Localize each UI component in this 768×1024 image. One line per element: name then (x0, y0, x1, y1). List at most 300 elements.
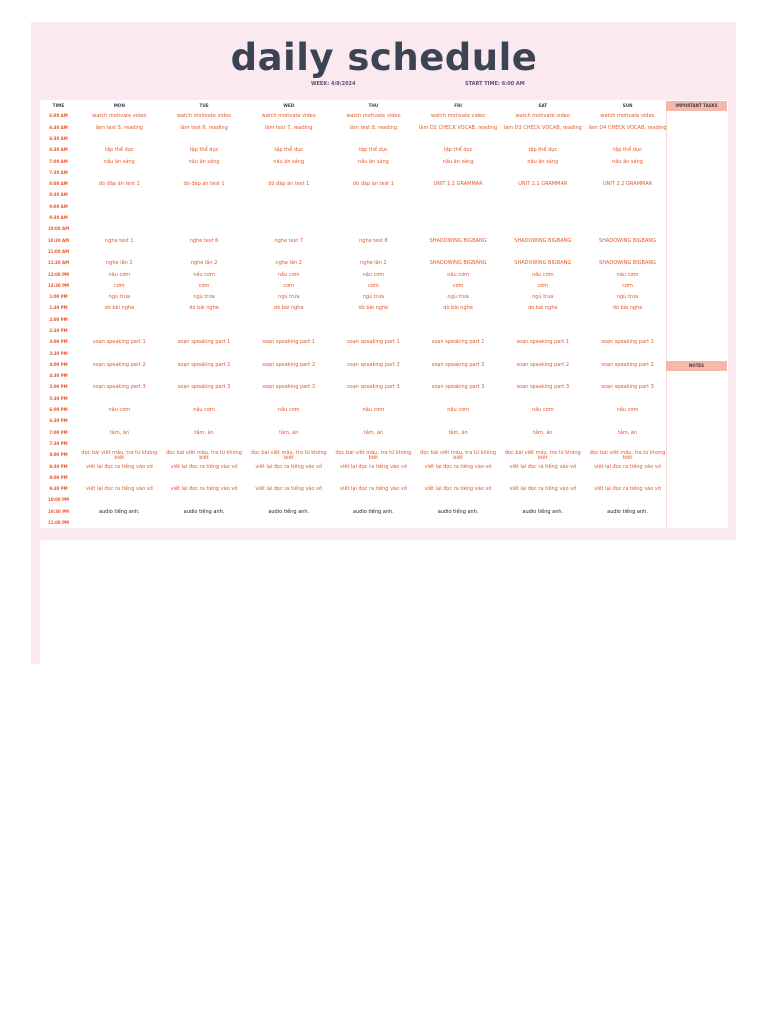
schedule-cell[interactable] (331, 348, 416, 359)
schedule-cell[interactable] (416, 495, 501, 506)
schedule-cell[interactable]: watch motivate video (515, 113, 570, 120)
column-header-fri: FRI (416, 100, 501, 111)
page-title: daily schedule (230, 36, 538, 79)
table-row (40, 247, 670, 258)
schedule-cell[interactable] (331, 167, 416, 178)
start-time-field (465, 81, 525, 87)
schedule-cell[interactable] (246, 224, 331, 235)
schedule-cell[interactable]: cơm (114, 282, 125, 289)
schedule-cell[interactable]: soạn speaking part 3 (93, 384, 146, 391)
schedule-cell[interactable]: nấu ăn sáng (273, 158, 305, 165)
schedule-cell[interactable]: soạn speaking part 1 (347, 339, 400, 346)
schedule-cell[interactable]: nghe test 1 (105, 237, 134, 244)
schedule-cell[interactable] (162, 348, 247, 359)
schedule-cell[interactable] (500, 473, 585, 484)
schedule-cell[interactable] (585, 518, 670, 529)
schedule-cell[interactable] (500, 348, 585, 359)
time-cell: 3:30 PM (49, 350, 68, 356)
schedule-cell[interactable] (500, 439, 585, 450)
schedule-cell[interactable]: làm test 8, reading (349, 124, 398, 131)
schedule-cell[interactable]: cơm (622, 282, 633, 289)
schedule-cell[interactable]: viết lại đọc ra tiếng vào vở (594, 463, 661, 470)
time-cell: 4:00 PM (49, 361, 68, 367)
table-row (40, 439, 670, 450)
schedule-cell[interactable]: soạn speaking part 2 (177, 361, 231, 368)
schedule-cell[interactable]: đọc bài viết mẫu, tra từ không biết (250, 449, 327, 461)
schedule-cell[interactable] (77, 213, 162, 224)
schedule-cell[interactable] (585, 326, 670, 337)
schedule-cell[interactable] (416, 416, 501, 427)
schedule-cell[interactable]: soạn speaking part 2 (262, 361, 316, 368)
schedule-cell[interactable]: dò bài nghe (189, 305, 219, 312)
table-row (40, 156, 670, 167)
schedule-cell[interactable]: tập thể dục (443, 147, 473, 154)
side-panel (666, 100, 728, 528)
schedule-cell[interactable] (585, 416, 670, 427)
column-header-sun: SUN (585, 100, 670, 111)
schedule-cell[interactable] (246, 518, 331, 529)
schedule-cell[interactable]: soạn speaking part 2 (347, 361, 400, 368)
schedule-cell[interactable]: nghe test 8 (359, 237, 388, 244)
schedule-cell[interactable] (585, 348, 670, 359)
schedule-cell[interactable] (162, 393, 247, 404)
schedule-cell[interactable]: nghe lần 2 (360, 260, 387, 267)
schedule-cell[interactable] (77, 416, 162, 427)
schedule-cell[interactable] (331, 134, 416, 145)
schedule-cell[interactable] (331, 518, 416, 529)
schedule-cell[interactable]: tập thể dục (613, 147, 642, 154)
time-cell: 2:00 PM (49, 316, 68, 322)
schedule-cell[interactable] (585, 439, 670, 450)
schedule-cell[interactable]: viết lại đọc ra tiếng vào vở (170, 463, 238, 470)
schedule-cell[interactable]: tắm, ăn (617, 429, 638, 436)
schedule-cell[interactable]: nghe lần 2 (275, 260, 302, 267)
schedule-cell[interactable]: nấu ăn sáng (357, 158, 389, 165)
schedule-cell[interactable] (77, 167, 162, 178)
schedule-cell[interactable]: soạn speaking part 3 (431, 384, 485, 391)
schedule-cell[interactable] (500, 167, 585, 178)
schedule-cell[interactable]: đọc bài viết mẫu, tra từ không biết (589, 449, 666, 461)
schedule-cell[interactable] (331, 393, 416, 404)
schedule-cell[interactable]: nghe test 7 (274, 237, 303, 244)
table-row (40, 134, 670, 145)
schedule-cell[interactable] (77, 371, 162, 382)
schedule-cell[interactable]: SHADOWING BIGBANG (514, 260, 572, 267)
schedule-cell[interactable]: dò đáp án test 1 (183, 181, 225, 188)
column-header-mon: MON (77, 100, 162, 111)
schedule-cell[interactable] (162, 495, 247, 506)
schedule-cell[interactable] (416, 167, 501, 178)
schedule-cell[interactable] (162, 134, 247, 145)
schedule-cell[interactable] (246, 201, 331, 212)
time-cell: 7:00 AM (49, 158, 68, 164)
schedule-cell[interactable] (246, 371, 331, 382)
time-cell: 6:30 AM (49, 124, 68, 130)
schedule-cell[interactable] (162, 439, 247, 450)
schedule-cell[interactable] (585, 314, 670, 325)
schedule-cell[interactable]: đọc bài viết mẫu, tra từ không biết (335, 449, 412, 461)
schedule-cell[interactable]: tập thể dục (274, 147, 304, 154)
schedule-cell[interactable] (416, 190, 501, 201)
schedule-cell[interactable] (416, 326, 501, 337)
schedule-cell[interactable] (500, 134, 585, 145)
schedule-cell[interactable]: dò bài nghe (273, 305, 304, 312)
schedule-cell[interactable] (585, 247, 670, 258)
schedule-cell[interactable] (162, 416, 247, 427)
schedule-cell[interactable] (585, 473, 670, 484)
schedule-cell[interactable] (77, 393, 162, 404)
schedule-cell[interactable]: nấu cơm (108, 271, 131, 278)
schedule-cell[interactable] (416, 134, 501, 145)
schedule-cell[interactable] (331, 201, 416, 212)
schedule-cell[interactable] (77, 190, 162, 201)
schedule-cell[interactable]: cơm (368, 282, 379, 289)
schedule-cell[interactable] (77, 224, 162, 235)
schedule-cell[interactable] (162, 190, 247, 201)
schedule-cell[interactable]: viết lại đọc ra tiếng vào vở (85, 463, 153, 470)
time-cell: 6:30 AM (49, 135, 68, 141)
schedule-cell[interactable]: soạn speaking part 1 (516, 339, 570, 346)
schedule-cell[interactable]: soạn speaking part 1 (431, 339, 485, 346)
schedule-cell[interactable]: viết lại đọc ra tiếng vào vở (170, 486, 238, 493)
schedule-cell[interactable]: làm test 7, reading (264, 124, 313, 131)
schedule-cell[interactable]: tập thể dục (105, 147, 134, 154)
schedule-cell[interactable]: ngủ trưa (532, 294, 554, 301)
schedule-cell[interactable]: soạn speaking part 1 (601, 339, 654, 346)
schedule-cell[interactable]: nấu ăn sáng (527, 158, 559, 165)
schedule-cell[interactable] (162, 473, 247, 484)
schedule-cell[interactable]: ngủ trưa (193, 294, 215, 301)
schedule-cell[interactable]: nấu cơm (447, 271, 469, 278)
schedule-cell[interactable]: làm D3 CHECK VOCAB, reading (503, 124, 582, 131)
schedule-cell[interactable]: soạn speaking part 3 (516, 384, 570, 391)
schedule-cell[interactable]: soạn speaking part 1 (177, 339, 231, 346)
schedule-cell[interactable]: tắm, ăn (279, 429, 299, 436)
schedule-cell[interactable]: audio tiếng anh. (437, 508, 479, 515)
schedule-cell[interactable]: UNIT 2.1 GRAMMAR (518, 181, 568, 188)
schedule-cell[interactable]: viết lại đọc ra tiếng vào vở (424, 463, 492, 470)
schedule-cell[interactable]: nấu cơm (277, 407, 300, 414)
schedule-cell[interactable] (77, 134, 162, 145)
schedule-cell[interactable]: viết lại đọc ra tiếng vào vở (340, 486, 407, 493)
schedule-cell[interactable] (500, 190, 585, 201)
table-row (40, 416, 670, 427)
table-row (40, 201, 670, 212)
schedule-cell[interactable]: ngủ trưa (108, 294, 131, 301)
schedule-cell[interactable] (500, 371, 585, 382)
schedule-cell[interactable] (331, 190, 416, 201)
schedule-cell[interactable] (77, 326, 162, 337)
schedule-cell[interactable] (500, 314, 585, 325)
schedule-cell[interactable] (246, 247, 331, 258)
schedule-cell[interactable] (331, 495, 416, 506)
schedule-cell[interactable]: nấu cơm (193, 407, 215, 414)
table-row (40, 292, 670, 303)
schedule-cell[interactable]: đọc bài viết mẫu, tra từ không biết (420, 449, 497, 461)
schedule-cell[interactable] (77, 201, 162, 212)
schedule-cell[interactable] (416, 473, 501, 484)
schedule-cell[interactable]: nấu cơm (616, 407, 639, 414)
schedule-cell[interactable]: ngủ trưa (362, 294, 385, 301)
week-value[interactable]: 4/8/2024 (330, 81, 356, 87)
schedule-cell[interactable] (585, 213, 670, 224)
schedule-cell[interactable]: watch motivate video (430, 113, 486, 120)
schedule-cell[interactable] (585, 134, 670, 145)
schedule-cell[interactable] (585, 393, 670, 404)
schedule-cell[interactable]: audio tiếng anh. (607, 508, 648, 515)
schedule-cell[interactable] (416, 224, 501, 235)
schedule-cell[interactable]: tập thể dục (528, 147, 558, 154)
schedule-cell[interactable]: nghe lần 2 (190, 260, 218, 267)
schedule-cell[interactable] (246, 495, 331, 506)
time-cell: 2:30 PM (49, 327, 68, 333)
schedule-cell[interactable] (246, 348, 331, 359)
schedule-cell[interactable] (162, 326, 247, 337)
schedule-cell[interactable] (77, 247, 162, 258)
table-row (40, 190, 670, 201)
schedule-cell[interactable] (585, 190, 670, 201)
schedule-cell[interactable]: viết lại đọc ra tiếng vào vở (424, 486, 492, 493)
schedule-cell[interactable] (162, 314, 247, 325)
schedule-cell[interactable]: nấu ăn sáng (103, 158, 135, 165)
schedule-cell[interactable]: audio tiếng anh. (353, 508, 394, 515)
schedule-cell[interactable] (162, 518, 247, 529)
schedule-cell[interactable] (416, 201, 501, 212)
schedule-cell[interactable]: UNIT 2.2 GRAMMAR (602, 181, 653, 188)
schedule-cell[interactable] (585, 201, 670, 212)
schedule-cell[interactable]: dò bài nghe (104, 305, 135, 312)
schedule-cell[interactable] (246, 213, 331, 224)
schedule-cell[interactable]: viết lại đọc ra tiếng vào vở (509, 486, 577, 493)
schedule-cell[interactable]: audio tiếng anh. (268, 508, 310, 515)
schedule-cell[interactable] (331, 439, 416, 450)
schedule-cell[interactable] (416, 314, 501, 325)
schedule-cell[interactable]: nấu cơm (616, 271, 639, 278)
table-row (40, 473, 670, 484)
schedule-cell[interactable]: cơm (537, 282, 549, 289)
schedule-cell[interactable]: audio tiếng anh. (522, 508, 564, 515)
schedule-cell[interactable] (77, 518, 162, 529)
schedule-cell[interactable]: tắm, ăn (109, 429, 129, 436)
schedule-cell[interactable]: ngủ trưa (616, 294, 639, 301)
schedule-cell[interactable] (500, 247, 585, 258)
schedule-cell[interactable]: watch motivate video (176, 113, 232, 120)
schedule-cell[interactable] (585, 224, 670, 235)
schedule-cell[interactable]: soạn speaking part 2 (93, 361, 146, 368)
schedule-cell[interactable]: soạn speaking part 3 (601, 384, 654, 391)
schedule-cell[interactable]: cơm (198, 282, 210, 289)
schedule-cell[interactable] (162, 167, 247, 178)
schedule-cell[interactable]: nấu cơm (362, 407, 385, 414)
schedule-cell[interactable] (246, 473, 331, 484)
schedule-cell[interactable] (500, 416, 585, 427)
schedule-cell[interactable]: nấu ăn sáng (612, 158, 643, 165)
schedule-cell[interactable] (500, 224, 585, 235)
schedule-cell[interactable]: soạn speaking part 2 (431, 361, 485, 368)
schedule-cell[interactable]: audio tiếng anh. (98, 508, 140, 515)
schedule-cell[interactable]: tắm, ăn (533, 429, 553, 436)
time-cell: 4:30 PM (49, 373, 68, 379)
schedule-cell[interactable]: nấu cơm (193, 271, 215, 278)
schedule-cell[interactable]: nấu cơm (447, 407, 469, 414)
schedule-cell[interactable]: viết lại đọc ra tiếng vào vở (255, 463, 323, 470)
schedule-cell[interactable]: tắm, ăn (363, 429, 384, 436)
schedule-cell[interactable] (162, 371, 247, 382)
schedule-cell[interactable]: cơm (452, 282, 464, 289)
schedule-cell[interactable] (77, 439, 162, 450)
schedule-cell[interactable]: ngủ trưa (447, 294, 469, 301)
schedule-cell[interactable]: UNIT 1.2 GRAMMAR (433, 181, 483, 188)
schedule-cell[interactable] (500, 518, 585, 529)
time-cell: 7:00 PM (49, 429, 68, 435)
schedule-cell[interactable] (77, 495, 162, 506)
schedule-cell[interactable] (246, 393, 331, 404)
schedule-cell[interactable]: audio tiếng anh. (183, 508, 225, 515)
table-row (40, 314, 670, 325)
schedule-cell[interactable] (331, 473, 416, 484)
schedule-cell[interactable]: viết lại đọc ra tiếng vào vở (255, 486, 323, 493)
schedule-cell[interactable]: đọc bài viết mẫu, tra từ không biết (81, 449, 158, 461)
schedule-cell[interactable] (585, 371, 670, 382)
schedule-cell[interactable] (162, 201, 247, 212)
schedule-cell[interactable]: nấu cơm (362, 271, 385, 278)
schedule-cell[interactable]: nấu cơm (108, 407, 131, 414)
schedule-cell[interactable]: viết lại đọc ra tiếng vào vở (509, 463, 577, 470)
schedule-cell[interactable] (416, 247, 501, 258)
schedule-cell[interactable]: soạn speaking part 1 (93, 339, 146, 346)
schedule-cell[interactable]: tắm, ăn (194, 429, 214, 436)
schedule-cell[interactable] (416, 439, 501, 450)
schedule-cell[interactable]: nấu cơm (277, 271, 300, 278)
schedule-cell[interactable] (331, 247, 416, 258)
schedule-cell[interactable]: nấu ăn sáng (188, 158, 220, 165)
schedule-cell[interactable]: soạn speaking part 3 (177, 384, 231, 391)
table-row (40, 506, 670, 517)
schedule-cell[interactable]: viết lại đọc ra tiếng vào vở (594, 486, 661, 493)
schedule-cell[interactable] (500, 495, 585, 506)
schedule-cell[interactable]: đọc bài viết mẫu, tra từ không biết (504, 449, 581, 461)
column-header-sat: SAT (500, 100, 585, 111)
schedule-cell[interactable]: soạn speaking part 2 (516, 361, 570, 368)
schedule-cell[interactable]: soạn speaking part 3 (347, 384, 400, 391)
schedule-cell[interactable] (246, 314, 331, 325)
schedule-cell[interactable]: dò đáp án test 1 (352, 181, 394, 188)
schedule-cell[interactable]: nghe lần 2 (106, 260, 133, 267)
schedule-cell[interactable]: làm D2 CHECK VOCAB, reading (419, 124, 498, 131)
schedule-cell[interactable]: soạn speaking part 3 (262, 384, 316, 391)
schedule-cell[interactable]: nghe test 6 (189, 237, 219, 244)
schedule-cell[interactable]: dò bài nghe (358, 305, 389, 312)
schedule-cell[interactable]: SHADOWING BIGBANG (429, 260, 487, 267)
schedule-cell[interactable] (331, 213, 416, 224)
schedule-cell[interactable]: nấu cơm (531, 271, 554, 278)
time-cell: 7:30 PM (49, 440, 68, 446)
schedule-cell[interactable] (246, 416, 331, 427)
schedule-cell[interactable] (585, 495, 670, 506)
start-time-value[interactable]: 6:00 AM (501, 81, 525, 87)
schedule-cell[interactable]: watch motivate video (346, 113, 401, 120)
schedule-cell[interactable] (585, 167, 670, 178)
schedule-cell[interactable] (416, 371, 501, 382)
schedule-cell[interactable]: làm D4 CHECK VOCAB, reading (588, 124, 667, 131)
schedule-cell[interactable]: soạn speaking part 2 (601, 361, 654, 368)
schedule-cell[interactable] (246, 439, 331, 450)
schedule-cell[interactable] (77, 473, 162, 484)
schedule-cell[interactable] (500, 201, 585, 212)
table-row (40, 337, 670, 348)
schedule-cell[interactable]: cơm (283, 282, 295, 289)
schedule-cell[interactable]: dò bài nghe (612, 305, 643, 312)
schedule-cell[interactable]: đọc bài viết mẫu, tra từ không biết (166, 449, 242, 461)
schedule-cell[interactable]: dò đáp án test 1 (98, 181, 140, 188)
schedule-cell[interactable]: SHADOWING BIGBANG (429, 237, 487, 244)
schedule-cell[interactable]: SHADOWING BIGBANG (599, 260, 657, 267)
schedule-cell[interactable] (331, 224, 416, 235)
schedule-cell[interactable]: tập thể dục (359, 147, 388, 154)
time-cell: 9:30 AM (49, 215, 68, 221)
schedule-cell[interactable]: watch motivate video (92, 113, 147, 120)
schedule-cell[interactable] (500, 213, 585, 224)
schedule-cell[interactable] (500, 393, 585, 404)
schedule-cell[interactable] (77, 314, 162, 325)
schedule-cell[interactable] (246, 190, 331, 201)
table-row (40, 167, 670, 178)
table-row (40, 518, 670, 529)
schedule-cell[interactable] (416, 518, 501, 529)
schedule-cell[interactable]: dò bài nghe (527, 305, 558, 312)
schedule-cell[interactable] (416, 348, 501, 359)
table-row (40, 461, 670, 472)
schedule-cell[interactable]: ngủ trưa (278, 294, 300, 301)
schedule-cell[interactable] (162, 224, 247, 235)
schedule-cell[interactable] (162, 247, 247, 258)
schedule-cell[interactable]: watch motivate video (600, 113, 655, 120)
schedule-cell[interactable]: SHADOWING BIGBANG (514, 237, 572, 244)
schedule-cell[interactable]: dò đáp án test 1 (268, 181, 310, 188)
schedule-cell[interactable] (500, 326, 585, 337)
schedule-cell[interactable]: viết lại đọc ra tiếng vào vở (340, 463, 407, 470)
schedule-cell[interactable] (331, 371, 416, 382)
schedule-cell[interactable]: làm test 5, reading (95, 124, 144, 131)
schedule-cell[interactable] (331, 416, 416, 427)
schedule-cell[interactable]: nấu cơm (531, 407, 554, 414)
schedule-cell[interactable]: soạn speaking part 1 (262, 339, 316, 346)
table-row (40, 427, 670, 438)
schedule-cell[interactable] (416, 393, 501, 404)
schedule-cell[interactable] (77, 348, 162, 359)
schedule-cell[interactable] (331, 326, 416, 337)
table-row (40, 405, 670, 416)
start-time-label: START TIME: (465, 81, 500, 87)
schedule-cell[interactable]: nấu ăn sáng (442, 158, 474, 165)
schedule-cell[interactable]: viết lại đọc ra tiếng vào vở (85, 486, 153, 493)
schedule-cell[interactable] (416, 213, 501, 224)
schedule-cell[interactable] (246, 167, 331, 178)
schedule-cell[interactable]: tắm, ăn (448, 429, 468, 436)
schedule-cell[interactable] (162, 213, 247, 224)
schedule-cell[interactable]: dò bài nghe (443, 305, 473, 312)
schedule-cell[interactable] (246, 326, 331, 337)
schedule-cell[interactable] (331, 314, 416, 325)
table-row (40, 484, 670, 495)
table-row (40, 280, 670, 291)
schedule-cell[interactable]: làm test 6, reading (180, 124, 228, 131)
schedule-cell[interactable] (246, 134, 331, 145)
schedule-cell[interactable]: watch motivate video (261, 113, 316, 120)
schedule-cell[interactable]: tập thể dục (189, 147, 219, 154)
schedule-cell[interactable]: SHADOWING BIGBANG (599, 237, 657, 244)
table-row (40, 450, 670, 461)
